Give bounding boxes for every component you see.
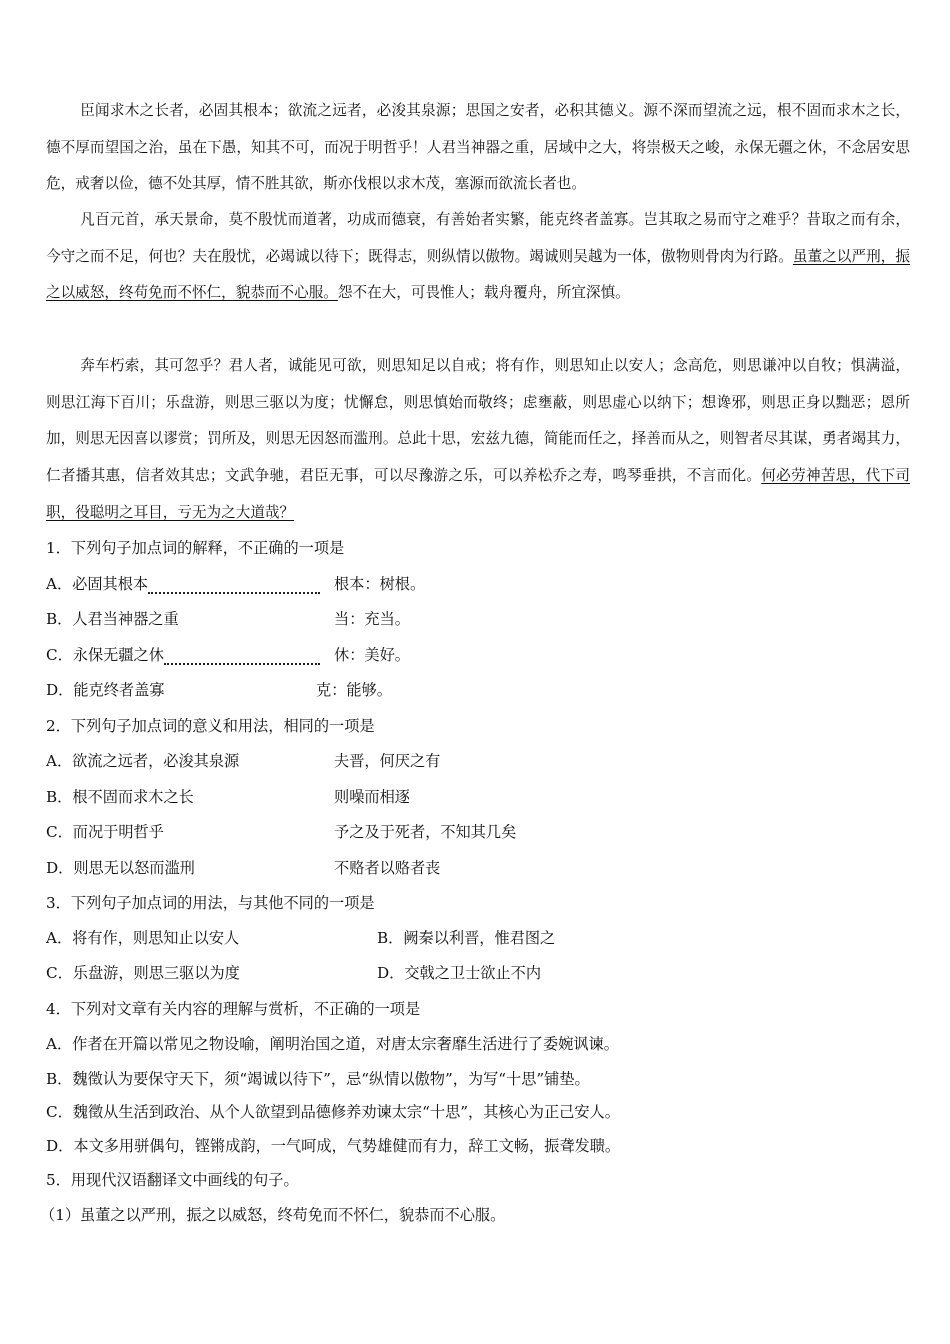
q4-option-c: C．魏徵从生活到政治、从个人欲望到品德修养劝谏太宗“十思”，其核心为正己安人。: [46, 1103, 620, 1121]
question-3-stem: 3．下列句子加点词的用法，与其他不同的一项是: [46, 894, 375, 912]
q3-option-c: C．乐盘游，则思三驱以为度: [46, 964, 240, 982]
q1-option-d: D．能克终者盖寡: [46, 681, 165, 699]
q1-option-d-gloss: 克：能够。: [316, 681, 392, 699]
passage-paragraph-2: [46, 202, 910, 312]
q1-option-b-gloss: 当：充当。: [334, 610, 410, 628]
q1-option-c: C．永保无疆之休: [46, 645, 320, 665]
passage-p2-tail: 怨不在大，可畏惟人；载舟覆舟，所宜深慎。: [337, 284, 630, 302]
q1-option-c-gloss: 休：美好。: [334, 646, 410, 664]
passage-p2-text: 凡百元首，承天景命，莫不殷忧而道著，功成而德衰，有善始者实繁，能克终者盖寡。岂其取之易而守之难乎？昔取之而有余，今守之而不足，何也？夫在殷忧，必竭诚以待下；既得志，则纵情以傲物。竭诚则吴越为一体，傲物则骨肉为行路。: [46, 211, 910, 265]
dotted-leader: [148, 578, 320, 594]
q1-option-a-gloss: 根本：树根。: [334, 575, 426, 593]
q5-subquestion-1: （1）虽董之以严刑，振之以威怒，终苟免而不怀仁，貌恭而不心服。: [40, 1206, 506, 1224]
q2-option-a-compare: 夫晋，何厌之有: [334, 752, 441, 770]
passage-p3-text: 奔车朽索，其可忽乎？君人者，诚能见可欲，则思知足以自戒；将有作，则思知止以安人；念高危，则思谦冲以自牧；惧满溢，则思江海下百川；乐盘游，则思三驱以为度；忧懈怠，则思慎始而敬终；虑壅蔽，则思虚心以纳下；想谗邪，则思正身以黜恶；恩所加，则思无因喜以谬赏；罚所及，则思无因怒而滥刑。总此十思，宏兹九德，简能而任之，择善而从之，则智者尽其谋，勇者竭其力，仁者播其惠，信者效其忠；文武争驰，君臣无事，可以尽豫游之乐，可以养松乔之寿，鸣琴垂拱，不言而化。: [46, 357, 910, 485]
question-4-stem: 4．下列对文章有关内容的理解与赏析，不正确的一项是: [46, 1000, 421, 1018]
dotted-leader: [164, 649, 320, 665]
q2-option-b: B．根不固而求木之长: [46, 788, 194, 806]
passage-paragraph-1: [46, 93, 910, 203]
underlined-sentence-2: 何必劳神苦思，代下司职，役聪明之耳目，亏无为之大道哉？: [46, 467, 910, 521]
passage-p1-text: 臣闻求木之长者，必固其根本；欲流之远者，必浚其泉源；思国之安者，必积其德义。源不深而望流之远，根不固而求木之长，德不厚而望国之治，虽在下愚，知其不可，而况于明哲乎！人君当神器之重，居域中之大，将崇极天之峻，永保无疆之休，不念居安思危，戒奢以俭，德不处其厚，情不胜其欲，斯亦伐根以求木茂，塞源而欲流长者也。: [46, 102, 910, 193]
question-1-stem: 1．下列句子加点词的解释，不正确的一项是: [46, 539, 345, 557]
q2-option-a: A．欲流之远者，必浚其泉源: [46, 752, 240, 770]
q2-option-b-compare: 则噪而相逐: [334, 788, 410, 806]
q3-option-a: A．将有作，则思知止以安人: [46, 929, 240, 947]
q2-option-d: D．则思无以怒而滥刑: [46, 859, 195, 877]
q4-option-d: D．本文多用骈偶句，铿锵成韵，一气呵成，气势雄健而有力，辞工文畅，振聋发聩。: [46, 1137, 621, 1155]
q3-option-b: B．阙秦以利晋，惟君图之: [377, 929, 556, 947]
q1-option-b: B．人君当神器之重: [46, 610, 179, 628]
q1-option-a: A．必固其根本: [46, 574, 320, 594]
question-2-stem: 2．下列句子加点词的意义和用法，相同的一项是: [46, 717, 375, 735]
q2-option-c-compare: 予之及于死者，不知其几矣: [334, 823, 517, 841]
underlined-sentence-1: 虽董之以严刑，振之以威怒，终苟免而不怀仁，貌恭而不心服。: [46, 247, 910, 302]
q4-option-a: A．作者在开篇以常见之物设喻，阐明治国之道，对唐太宗奢靡生活进行了委婉讽谏。: [46, 1035, 619, 1053]
passage-paragraph-3: [46, 348, 910, 532]
q4-option-b: B．魏徵认为要保守天下，须“竭诚以待下”，忌“纵情以傲物”，为写“十思”铺垫。: [46, 1070, 590, 1088]
q2-option-d-compare: 不赂者以赂者丧: [334, 859, 441, 877]
q2-option-c: C．而况于明哲乎: [46, 823, 164, 841]
question-5-stem: 5．用现代汉语翻译文中画线的句子。: [46, 1171, 299, 1189]
q3-option-d: D．交戟之卫士欲止不内: [377, 964, 542, 982]
